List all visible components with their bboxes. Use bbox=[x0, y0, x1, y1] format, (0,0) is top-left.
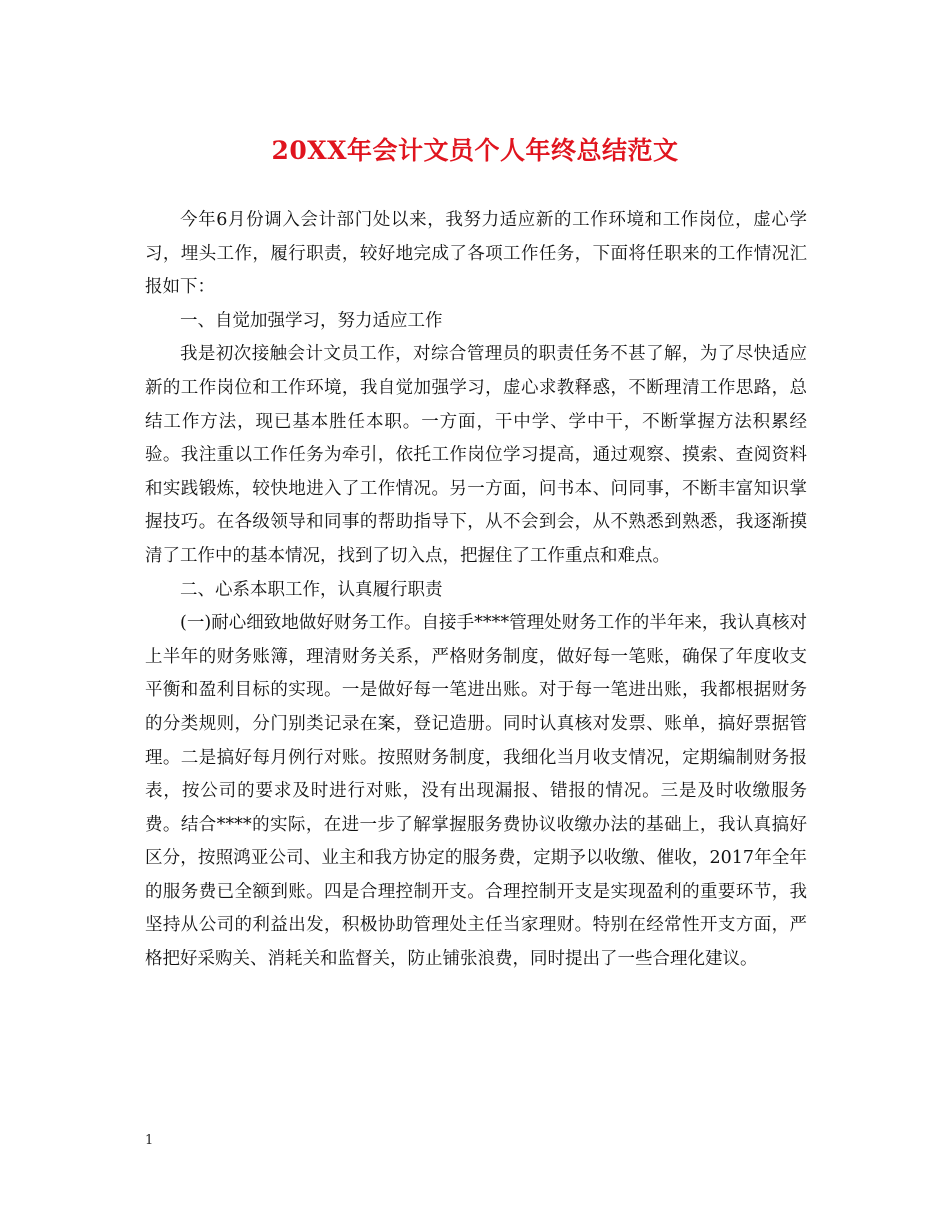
section-1-paragraph: 我是初次接触会计文员工作，对综合管理员的职责任务不甚了解，为了尽快适应新的工作岗位和工作环境，我自觉加强学习，虚心求教释惑，不断理清工作思路，总结工作方法，现已基本胜任本职。一方面，干中学、学中干，不断掌握方法积累经验。我注重以工作任务为牵引，依托工作岗位学习提高，通过观察、摸索、查阅资料和实践锻炼，较快地进入了工作情况。另一方面，问书本、问同事，不断丰富知识掌握技巧。在各级领导和同事的帮助指导下，从不会到会，从不熟悉到熟悉，我逐渐摸清了工作中的基本情况，找到了切入点，把握住了工作重点和难点。 bbox=[145, 344, 807, 566]
page-number: 1 bbox=[145, 1133, 154, 1148]
document-title: 20XX年会计文员个人年终总结范文 bbox=[271, 136, 679, 165]
intro-paragraph: 今年6月份调入会计部门处以来，我努力适应新的工作环境和工作岗位，虚心学习，埋头工作，履行职责，较好地完成了各项工作任务，下面将任职来的工作情况汇报如下： bbox=[145, 210, 807, 298]
section-2-paragraph: (一)耐心细致地做好财务工作。自接手****管理处财务工作的半年来，我认真核对上半年的财务账簿，理清财务关系，严格财务制度，做好每一笔账，确保了年度收支平衡和盈利目标的实现。一是做好每一笔进出账。对于每一笔进出账，我都根据财务的分类规则，分门别类记录在案，登记造册。同时认真核对发票、账单，搞好票据管理。二是搞好每月例行对账。按照财务制度，我细化当月收支情况，定期编制财务报表，按公司的要求及时进行对账，没有出现漏报、错报的情况。三是及时收缴服务费。结合****的实际，在进一步了解掌握服务费协议收缴办法的基础上，我认真搞好区分，按照鸿亚公司、业主和我方协定的服务费，定期予以收缴、催收，2017年全年的服务费已全额到账。四是合理控制开支。合理控制开支是实现盈利的重要环节，我坚持从公司的利益出发，积极协助管理处主任当家理财。特别在经常性开支方面，严格把好采购关、消耗关和监督关，防止铺张浪费，同时提出了一些合理化建议。 bbox=[145, 613, 807, 970]
section-heading-2: 二、心系本职工作，认真履行职责 bbox=[180, 579, 443, 600]
document-body bbox=[145, 204, 807, 977]
section-heading-1: 一、自觉加强学习，努力适应工作 bbox=[180, 310, 443, 331]
